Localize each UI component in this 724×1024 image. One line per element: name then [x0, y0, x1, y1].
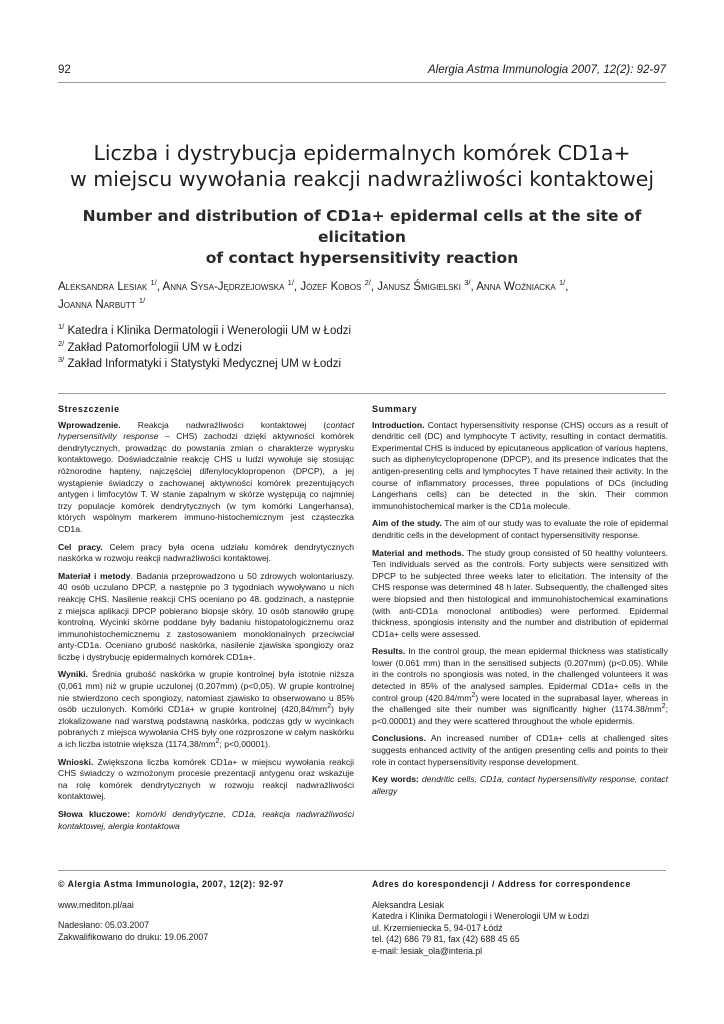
correspondence-email[interactable]: e-mail: lesiak_ola@interia.pl [372, 945, 483, 956]
title-english-line2: of contact hypersensitivity reaction [205, 249, 519, 267]
abstract-results: Wyniki. Średnia grubość naskórka w grupie kontrolnej była istotnie niższa (0,061 mm) niż w grupie uczulonej (0.207mm) (p<0,05). W grupie kontrolnej nie stwierdzono cech spongiozy, natomiast zjawisko to obserwowano u 85% osób uczulonych. Komórki CD1a+ w grupie kontrolnej $(420,84/mm^2)$ były zlokalizowane nad warstwą podstawną naskórka, podczas gdy w wycinkach pobranych z miejsca wywołania CHS były one rozproszone w całym naskórku a ich liczba istotnie większa ($1174,38/mm^2$; p<0,00001). [58, 669, 355, 750]
correspondence-address [372, 879, 668, 957]
affiliation: $^{2/}$ Zakład Patomorfologii UM w Łodzi [58, 338, 242, 354]
abstract-intro: Wprowadzenie. Reakcja nadwrażliwości kontaktowej (contact hypersensitivity response – CHS) zachodzi dzięki aktywności komórek dendrytycznych, prowadząc do powstania zmian o charakterze wyprysku kontaktowego. Doświadczalnie reakcję CHS u ludzi wywołuje się stosując różnorodne hapteny, najczęściej difenylocyklopropenon (DPCP), a jej wystąpienie świadczy o zachowanej aktywności komórek prezentujących antygen i limfocytów T. W stanie zapalnym w skórze występują co najmniej trzy populacje komórek dendrytycznych (w tym komórki Langerhansa), których wspólnym markerem immuno-histochemicznym jest cząsteczka CD1a. [58, 419, 355, 534]
abstract-aim: Cel pracy. Celem pracy była ocena udziału komórek dendrytycznych naskórka w rozwoju reakcji nadwrażliwości kontaktowej. [58, 541, 355, 564]
summary-aim: Aim of the study. The aim of our study was to evaluate the role of epidermal dendritic cells in the development of contact hypersensitivity response. [372, 518, 668, 540]
footer-divider [58, 870, 666, 871]
correspondence-heading: Adres do korespondencji / Address for correspondence [372, 879, 631, 889]
abstract-english-heading: Summary [372, 404, 418, 414]
author-name: Aleksandra Lesiak [58, 281, 148, 293]
title-english-line1: Number and distribution of CD1a+ epidermal cells at the site of elicitation [82, 207, 642, 246]
correspondence-institution: Katedra i Klinika Dermatologii i Wenerologii UM w Łodzi [372, 911, 589, 921]
journal-citation: Alergia Astma Immunologia 2007, 12(2): 92-97 [427, 64, 666, 76]
author-affil-mark: 3/ [464, 278, 471, 288]
summary-results: Results. In the control group, the mean epidermal thickness was statistically lower (0.061 mm) than in the sensitised subjects (0.207mm) (p<0.05). While in the controls no spongiosis was noted, in the challenged volunteers it was detected in 85% of the analysed samples. Epidermal CD1a+ cells in the control group $(420.84/mm^2)$ were located in the suprabasal layer, whereas in the challenged site their number was significantly higher ($1174.38/mm^2$; p<0.00001) and they were scattered throughout the whole epidermis. [372, 646, 668, 726]
header-divider [58, 82, 666, 83]
correspondence-name: Aleksandra Lesiak [372, 899, 444, 910]
abstract-english [372, 404, 668, 803]
copyright-line: © Alergia Astma Immunologia, 2007, 12(2): 92-97 [58, 879, 284, 889]
abstract-methods: Materiał i metody. Badania przeprowadzono u 50 zdrowych wolontariuszy. 40 osób uczulano DPCP, a następnie po 3 tygodniach wywoływano u nich reakcję CHS. Nasilenie reakcji CHS oceniano po 48. godzinach, a następnie z miejsca aplikacji DPCP pobierano biopsje skóry. 10 osób stanowiło grupę kontrolną. Wycinki skórne poddane były badaniu histopatologicznemu oraz immunohistochemicznemu z zastosowaniem monoklonalnych przeciwciał anty-CD1a. Oceniano grubość naskórka, nasilenie zjawiska spongiozy oraz liczbę i dystrybucję epidermalnych komórek CD1a+. [58, 570, 354, 662]
summary-conclusions: Conclusions. An increased number of CD1a+ cells at challenged sites suggests enhanced activity of the antigen presenting cells and points to their role in contact hypersensitivity response development. [372, 733, 668, 767]
title-polish [40, 140, 684, 192]
author-name: Anna Woźniacka [476, 281, 556, 293]
author-name: Janusz Śmigielski [377, 281, 461, 293]
author-list: Aleksandra Lesiak $^{1/}$, Anna Sysa-Jędrzejowska $^{1/}$, Józef Kobos $^{2/}$, Janusz Śmigielski $^{3/}$, Anna Woźniacka $^{1/}$, Joanna Narbutt $^{1/}$ [58, 278, 569, 311]
publication-info [58, 879, 354, 943]
correspondence-phone: tel. (42) 686 79 81, fax (42) 688 45 65 [372, 934, 520, 944]
page-number: 92 [58, 64, 71, 76]
author-name: Anna Sysa-Jędrzejowska [162, 281, 285, 293]
title-polish-line1: Liczba i dystrybucja epidermalnych komórek CD1a+ [93, 141, 631, 165]
author-name: Joanna Narbutt [58, 299, 136, 311]
abstract-conclusions: Wnioski. Zwiększona liczba komórek CD1a+ w miejscu wywołania reakcji CHS świadczy o wzmożonym procesie prezentacji antygenu oraz wskazuje na rolę komórek dendrytycznych w rozwoju reakcji nadwrażliwości kontaktowej. [58, 756, 354, 802]
journal-url[interactable]: www.mediton.pl/aai [58, 899, 134, 910]
author-affil-mark: 1/ [558, 278, 566, 288]
abstract-keywords: Słowa kluczowe: komórki dendrytyczne, CD1a, reakcja nadwrażliwości kontaktowej, alergia kontaktowa [58, 809, 354, 831]
author-name: Józef Kobos [300, 281, 362, 293]
title-english [40, 206, 684, 269]
accepted-date: Zakwalifikowano do druku: 19.06.2007 [58, 931, 209, 942]
author-affil-mark: 1/ [150, 278, 157, 288]
summary-keywords: Key words: dendritic cells, CD1a, contact hypersensitivity response, contact allergy [372, 774, 668, 796]
submitted-date: Nadesłano: 05.03.2007 [58, 920, 149, 930]
author-affil-mark: 1/ [287, 278, 294, 288]
affiliation: $^{3/}$ Zakład Informatyki i Statystyki Medycznej UM w Łodzi [58, 355, 341, 370]
affiliations [58, 323, 666, 373]
title-polish-line2: w miejscu wywołania reakcji nadwrażliwości kontaktowej [69, 167, 655, 191]
author-affil-mark: 2/ [364, 278, 371, 288]
affiliation: $^{1/}$ Katedra i Klinika Dermatologii i Wenerologii UM w Łodzi [58, 322, 352, 337]
author-affil-mark: 1/ [138, 296, 146, 306]
correspondence-street: ul. Krzemieniecka 5, 94-017 Łódź [372, 922, 503, 933]
abstract-polish-heading: Streszczenie [58, 404, 120, 414]
abstract-polish [58, 404, 354, 838]
summary-intro: Introduction. Contact hypersensitivity response (CHS) occurs as a result of dendritic cell (DC) and lymphocyte T activity, resulting in contact dermatitis. Experimental CHS is induced by epicutaneous application of various haptens, such as diphenylcyclopropenone (DPCP), and its presence indicates that the antigen-presenting cells and lymphocytes T have retained their activity. In the course of inflammatory processes, three populations of DCs (including Langerhans cells) can be detected in the skin. Their common immunohistochemical marker is the CD1a molecule. [372, 419, 668, 511]
summary-methods: Material and methods. The study group consisted of 50 healthy volunteers. Ten individuals served as the controls. Forty subjects were sensitized with DPCP to be subjected three weeks later to elicitation. The intensity of the CHS response was determined 48 h later. Subsequently, the challenged sites were biopsied and then histological and immunohistochemical examinations (with anti-CD1a monoclonal antibodies) were performed. Epidermal thickness, spongiosis intensity and the number and distribution of epidermal CD1a+ cells were assessed. [372, 547, 669, 639]
running-header [58, 64, 666, 82]
section-divider [58, 393, 666, 394]
